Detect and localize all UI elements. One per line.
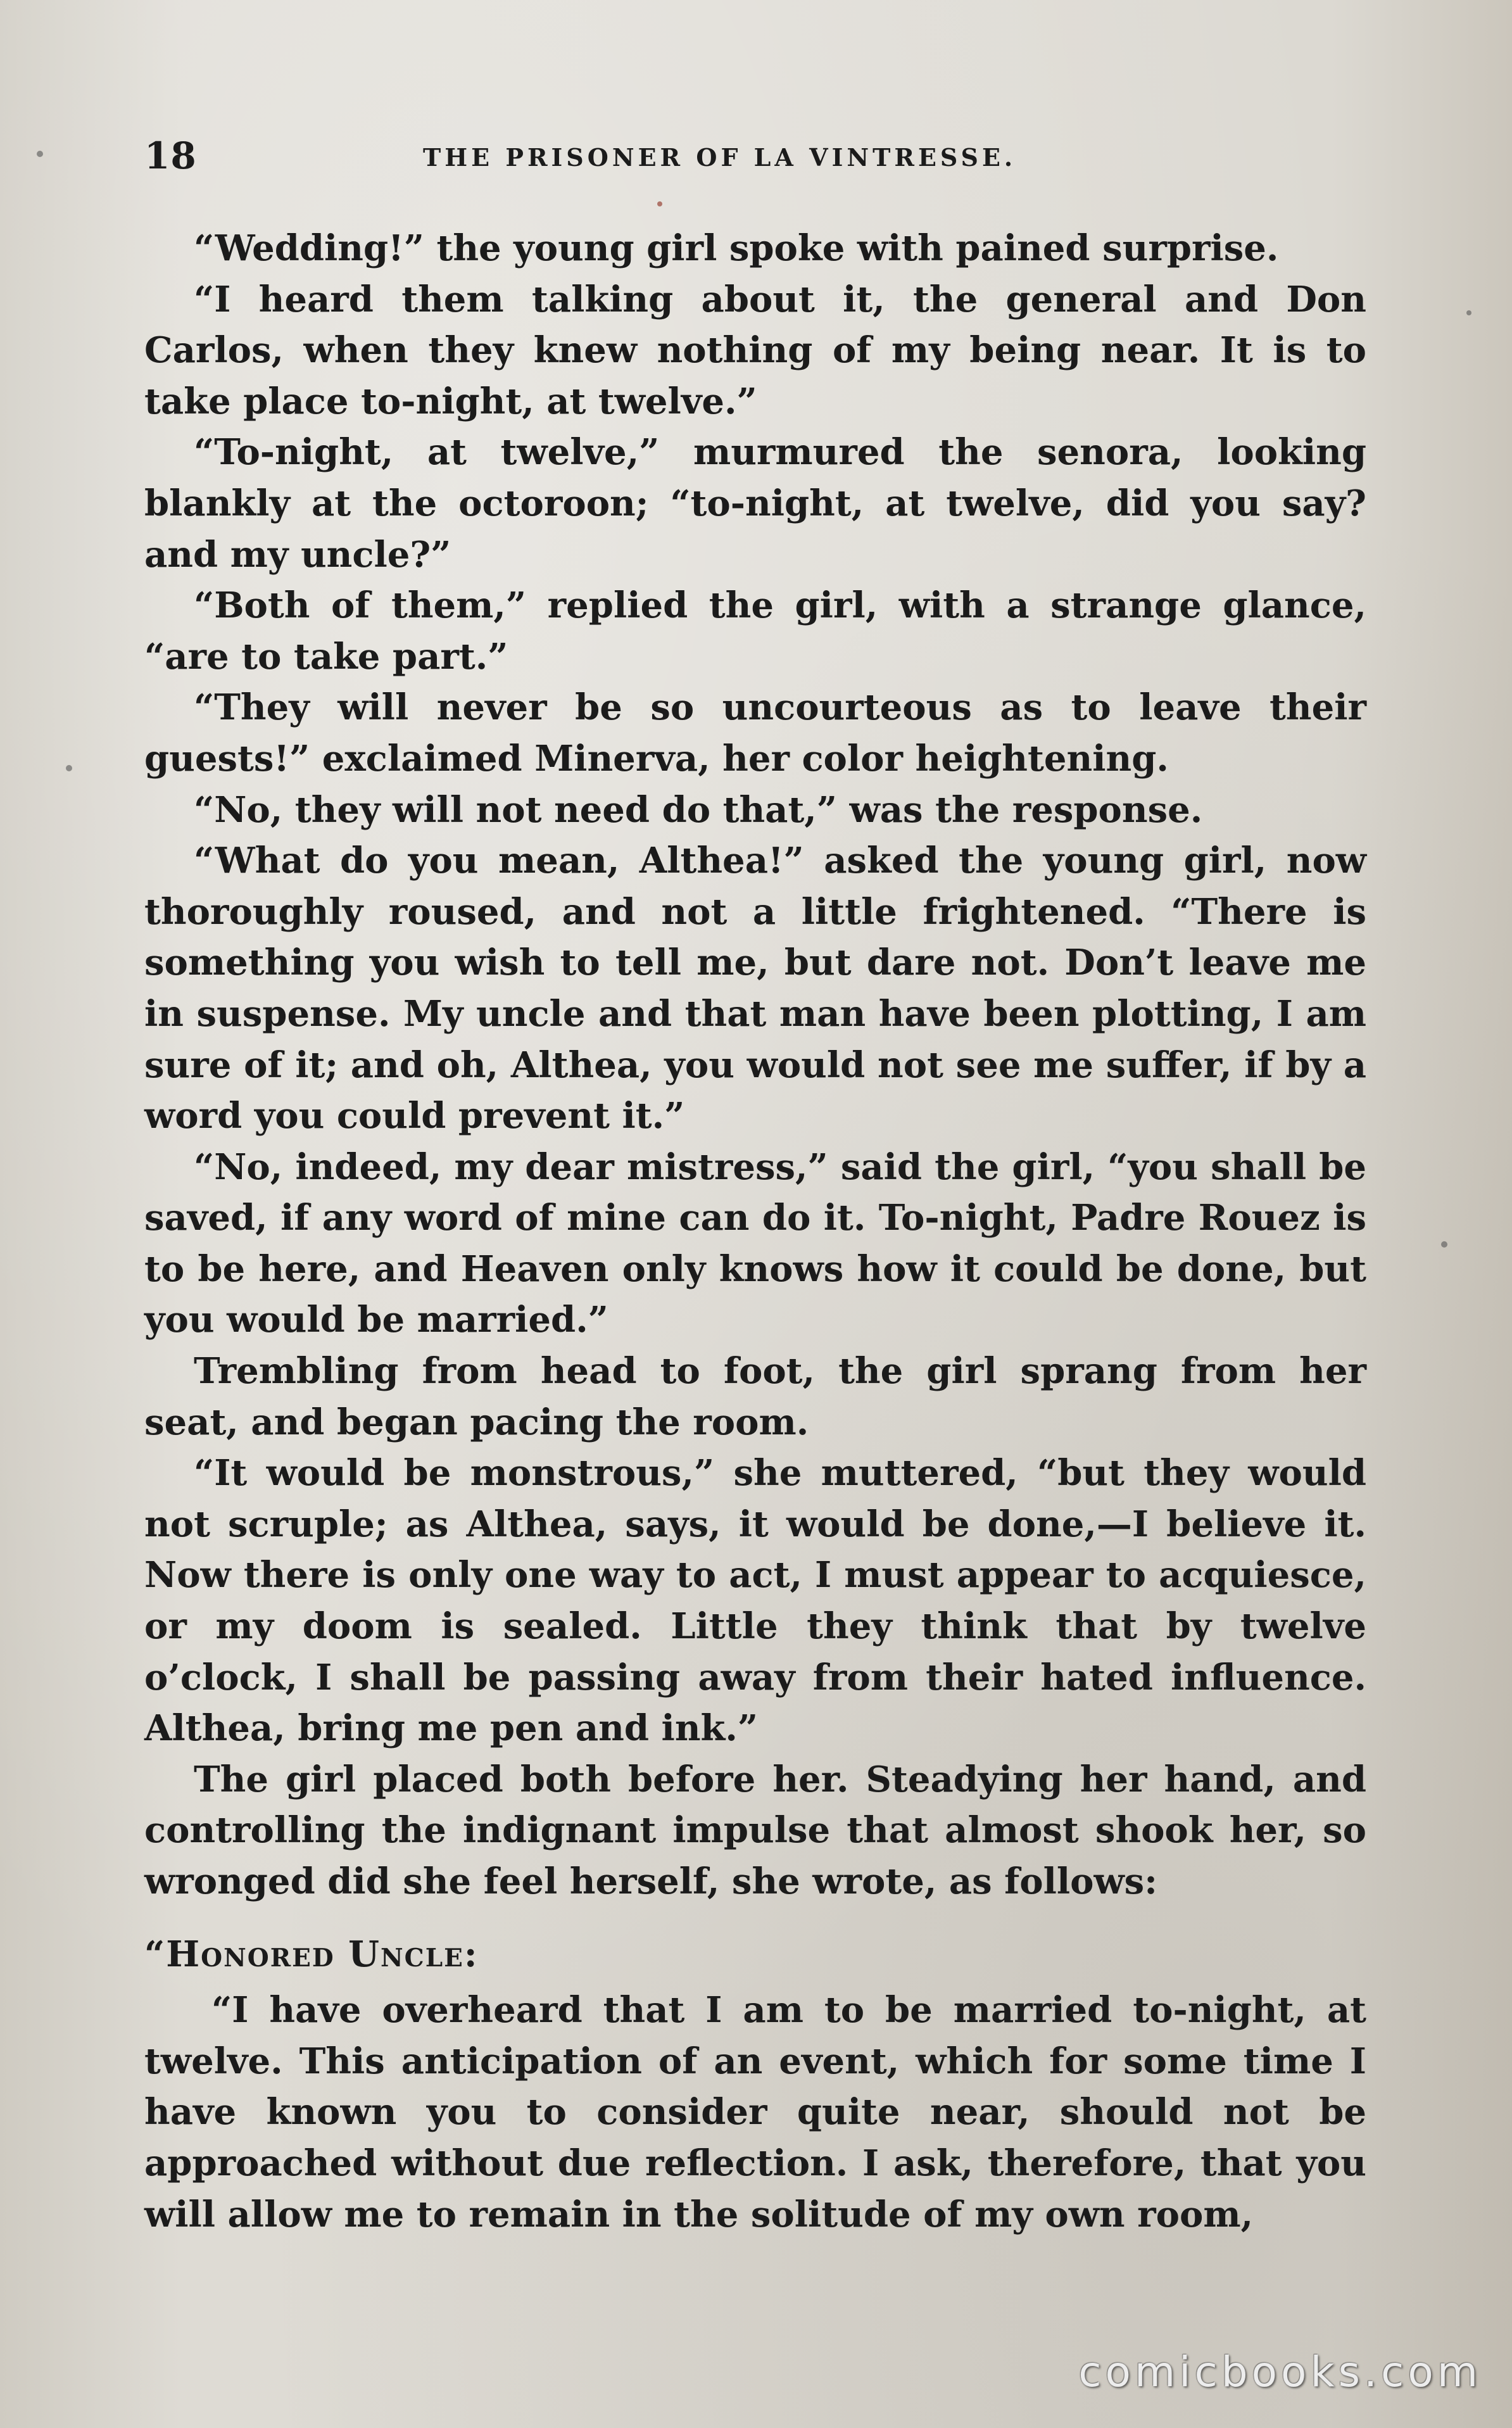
print-speck [66,765,72,771]
letter-body: “I have overheard that I am to be married to-night, at twelve. This anticipation of an event, which for some time I have known you to consider quite near, should not be approached without due reflection. I ask, therefore, that you will allow me to remain in the solitude of my own room, [144,1989,1366,2235]
print-speck [1441,1241,1447,1248]
print-speck [1466,310,1471,315]
paragraph: “What do you mean, Althea!” asked the young girl, now thoroughly roused, and not a little frightened. “There is something you wish to tell me, but dare not. Don’t leave me in suspense. My uncle and that man have been plotting, I am sure of it; and oh, Althea, you would not see me suffer, if by a word you could prevent it.” [144,840,1366,1137]
page-number: 18 [144,134,197,177]
running-title: THE PRISONER OF LA VINTRESSE. [423,143,1017,172]
paragraph: “Wedding!” the young girl spoke with pained surprise. [194,227,1279,269]
watermark-logo: comicbooks.com [1078,2348,1482,2396]
paragraph: The girl placed both before her. Steadying her hand, and controlling the indignant impulse that almost shook her, so wronged did she feel herself, she wrote, as follows: [144,1758,1366,1902]
body-text [144,223,1366,2240]
print-speck [37,151,43,157]
paragraph: “To-night, at twelve,” murmured the senora, looking blankly at the octoroon; “to-night, at twelve, did you say? and my uncle?” [144,431,1366,576]
paragraph: “They will never be so uncourteous as to leave their guests!” exclaimed Minerva, her color heightening. [144,686,1366,780]
print-speck [657,201,662,206]
paragraph: “It would be monstrous,” she muttered, “but they would not scruple; as Althea, says, it would be done,—I believe it. Now there is only one way to act, I must appear to acquiesce, or my doom is sealed. Little they think that by twelve o’clock, I shall be passing away from their hated influence. Althea, bring me pen and ink.” [144,1452,1366,1750]
paragraph: “No, they will not need do that,” was the response. [194,788,1203,831]
paragraph: “No, indeed, my dear mistress,” said the girl, “you shall be saved, if any word of mine can do it. To-night, Padre Rouez is to be here, and Heaven only knows how it could be done, but you would be married.” [144,1146,1366,1341]
paragraph: Trembling from head to foot, the girl sprang from her seat, and began pacing the room. [144,1350,1366,1443]
running-head [144,134,1366,185]
paragraph: “Both of them,” replied the girl, with a strange glance, “are to take part.” [144,585,1366,678]
paragraph: “I heard them talking about it, the general and Don Carlos, when they knew nothing of my being near. It is to take place to-night, at twelve.” [144,278,1366,422]
letter-salutation: “Honored Uncle: [144,1933,479,1975]
